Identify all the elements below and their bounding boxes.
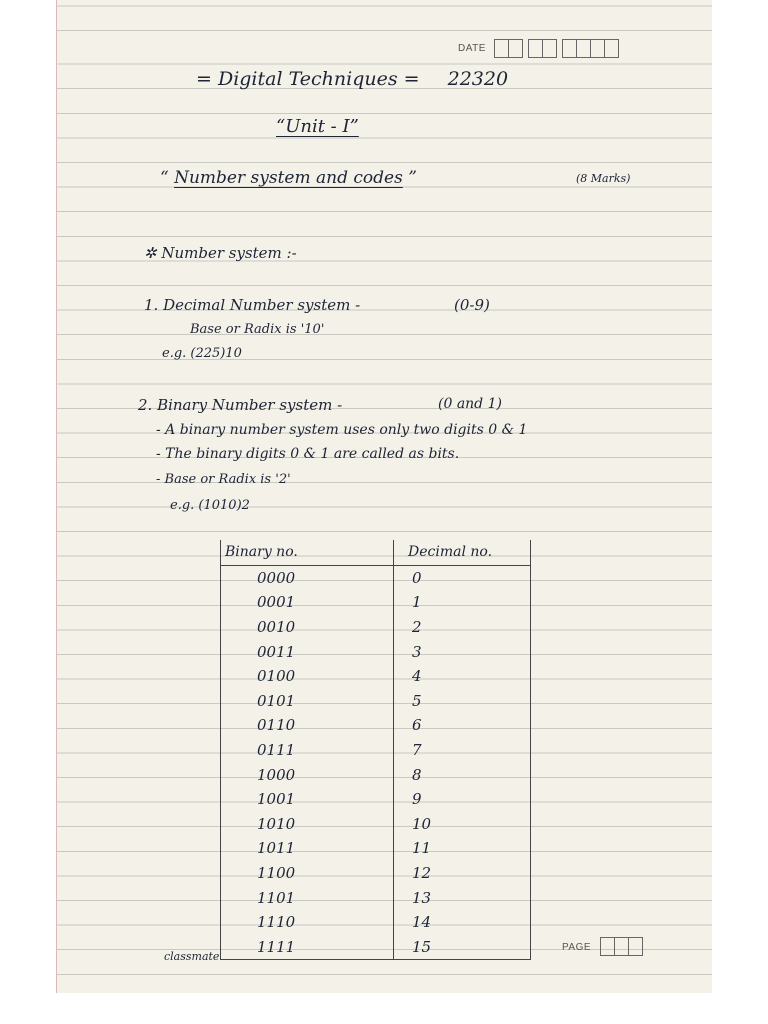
table-header-row bbox=[221, 540, 531, 565]
table-row bbox=[221, 885, 531, 910]
decimal-cell: 15 bbox=[394, 935, 531, 960]
decimal-cell: 7 bbox=[394, 738, 531, 763]
date-label: DATE bbox=[458, 43, 486, 54]
binary-cell: 1001 bbox=[221, 787, 394, 812]
decimal-cell: 10 bbox=[394, 812, 531, 837]
table-row bbox=[221, 565, 531, 590]
decimal-cell: 5 bbox=[394, 689, 531, 714]
binary-example: e.g. (1010)2 bbox=[170, 498, 250, 513]
binary-cell: 1010 bbox=[221, 812, 394, 837]
decimal-cell: 4 bbox=[394, 664, 531, 689]
binary-line-2: - The binary digits 0 & 1 are called as bits. bbox=[156, 446, 460, 462]
table-row bbox=[221, 639, 531, 664]
binary-cell: 1101 bbox=[221, 885, 394, 910]
subject-title: = Digital Techniques = 22320 bbox=[196, 68, 509, 90]
decimal-base: Base or Radix is '10' bbox=[190, 322, 325, 337]
binary-line-3: - Base or Radix is '2' bbox=[156, 472, 291, 487]
decimal-cell: 0 bbox=[394, 565, 531, 590]
table-row bbox=[221, 861, 531, 886]
binary-range: (0 and 1) bbox=[438, 396, 502, 412]
table-row bbox=[221, 738, 531, 763]
section-heading: ✲ Number system :- bbox=[144, 244, 297, 262]
subject-code: 22320 bbox=[447, 68, 509, 90]
header-binary: Binary no. bbox=[221, 540, 394, 565]
marks-label: (8 Marks) bbox=[576, 172, 631, 185]
table-row bbox=[221, 590, 531, 615]
table-row bbox=[221, 615, 531, 640]
decimal-cell: 14 bbox=[394, 910, 531, 935]
binary-cell: 0011 bbox=[221, 639, 394, 664]
binary-line-1: - A binary number system uses only two digits 0 & 1 bbox=[156, 422, 528, 438]
decimal-cell: 3 bbox=[394, 639, 531, 664]
date-boxes bbox=[494, 39, 618, 58]
binary-cell: 1000 bbox=[221, 762, 394, 787]
binary-cell: 0001 bbox=[221, 590, 394, 615]
binary-decimal-table bbox=[220, 540, 531, 960]
decimal-example: e.g. (225)10 bbox=[162, 346, 242, 361]
decimal-cell: 1 bbox=[394, 590, 531, 615]
table-row bbox=[221, 812, 531, 837]
binary-cell: 0110 bbox=[221, 713, 394, 738]
decimal-cell: 2 bbox=[394, 615, 531, 640]
table-row bbox=[221, 787, 531, 812]
decimal-cell: 8 bbox=[394, 762, 531, 787]
page-label: PAGE bbox=[562, 942, 592, 953]
binary-cell: 0010 bbox=[221, 615, 394, 640]
binary-cell: 1110 bbox=[221, 910, 394, 935]
table-row bbox=[221, 713, 531, 738]
decimal-title: 1. Decimal Number system - bbox=[144, 296, 361, 314]
binary-title: 2. Binary Number system - bbox=[138, 396, 343, 414]
table-row bbox=[221, 689, 531, 714]
decimal-cell: 9 bbox=[394, 787, 531, 812]
binary-cell: 0000 bbox=[221, 565, 394, 590]
brand-logo: classmate bbox=[164, 950, 220, 963]
decimal-range: (0-9) bbox=[454, 296, 490, 314]
decimal-cell: 13 bbox=[394, 885, 531, 910]
binary-cell: 0101 bbox=[221, 689, 394, 714]
binary-cell: 0100 bbox=[221, 664, 394, 689]
unit-title: “Unit - I” bbox=[276, 116, 359, 137]
page-boxes bbox=[600, 937, 642, 956]
decimal-cell: 12 bbox=[394, 861, 531, 886]
table-row bbox=[221, 836, 531, 861]
decimal-cell: 6 bbox=[394, 713, 531, 738]
binary-cell: 1100 bbox=[221, 861, 394, 886]
notebook-page bbox=[56, 0, 712, 993]
margin-line bbox=[56, 0, 57, 993]
chapter-title: “ Number system and codes ” bbox=[160, 168, 417, 188]
table-row bbox=[221, 935, 531, 960]
header-decimal: Decimal no. bbox=[394, 540, 531, 565]
table-row bbox=[221, 762, 531, 787]
table-row bbox=[221, 664, 531, 689]
binary-cell: 0111 bbox=[221, 738, 394, 763]
decimal-cell: 11 bbox=[394, 836, 531, 861]
table-row bbox=[221, 910, 531, 935]
binary-cell: 1011 bbox=[221, 836, 394, 861]
binary-cell: 1111 bbox=[221, 935, 394, 960]
